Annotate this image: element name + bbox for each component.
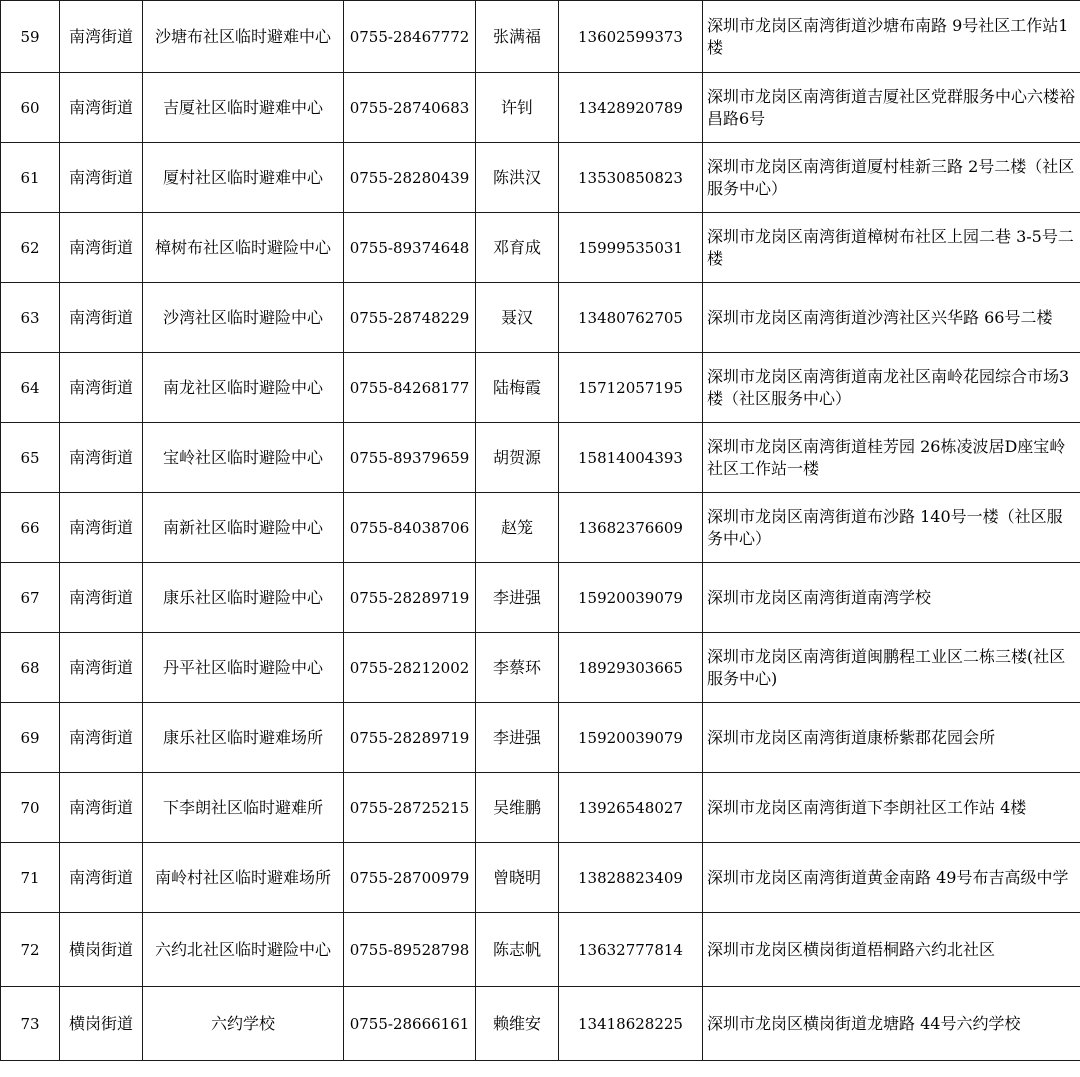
- site-cell: 康乐社区临时避难场所: [143, 703, 344, 773]
- mobile-cell: 15712057195: [559, 353, 703, 423]
- address-cell: 深圳市龙岗区横岗街道龙塘路 44号六约学校: [703, 987, 1080, 1061]
- street-cell: 南湾街道: [60, 1, 143, 73]
- table-row: [1, 773, 1080, 843]
- address-cell: 深圳市龙岗区南湾街道桂芳园 26栋凌波居D座宝岭社区工作站一楼: [703, 423, 1080, 493]
- street-cell: 南湾街道: [60, 703, 143, 773]
- row-number: 61: [1, 143, 60, 213]
- table-row: [1, 703, 1080, 773]
- mobile-cell: 15920039079: [559, 703, 703, 773]
- mobile-cell: 13602599373: [559, 1, 703, 73]
- table-row: [1, 987, 1080, 1061]
- street-cell: 南湾街道: [60, 73, 143, 143]
- site-cell: 宝岭社区临时避险中心: [143, 423, 344, 493]
- tel-cell: 0755-28212002: [344, 633, 476, 703]
- address-cell: 深圳市龙岗区南湾街道南湾学校: [703, 563, 1080, 633]
- contact-cell: 陈志帆: [476, 913, 559, 987]
- table-row: [1, 143, 1080, 213]
- mobile-cell: 15814004393: [559, 423, 703, 493]
- mobile-cell: 15999535031: [559, 213, 703, 283]
- table-row: [1, 213, 1080, 283]
- contact-cell: 李进强: [476, 563, 559, 633]
- address-cell: 深圳市龙岗区南湾街道厦村桂新三路 2号二楼（社区服务中心）: [703, 143, 1080, 213]
- site-cell: 南新社区临时避险中心: [143, 493, 344, 563]
- mobile-cell: 13530850823: [559, 143, 703, 213]
- row-number: 65: [1, 423, 60, 493]
- tel-cell: 0755-84038706: [344, 493, 476, 563]
- tel-cell: 0755-84268177: [344, 353, 476, 423]
- contact-cell: 陈洪汉: [476, 143, 559, 213]
- site-cell: 康乐社区临时避险中心: [143, 563, 344, 633]
- site-cell: 丹平社区临时避险中心: [143, 633, 344, 703]
- street-cell: 横岗街道: [60, 987, 143, 1061]
- contact-cell: 聂汉: [476, 283, 559, 353]
- tel-cell: 0755-89528798: [344, 913, 476, 987]
- site-cell: 六约学校: [143, 987, 344, 1061]
- tel-cell: 0755-28725215: [344, 773, 476, 843]
- contact-cell: 李进强: [476, 703, 559, 773]
- contact-cell: 许钊: [476, 73, 559, 143]
- street-cell: 南湾街道: [60, 423, 143, 493]
- row-number: 71: [1, 843, 60, 913]
- mobile-cell: 13632777814: [559, 913, 703, 987]
- contact-cell: 吴维鹏: [476, 773, 559, 843]
- table-row: [1, 843, 1080, 913]
- row-number: 68: [1, 633, 60, 703]
- site-cell: 下李朗社区临时避难所: [143, 773, 344, 843]
- site-cell: 厦村社区临时避难中心: [143, 143, 344, 213]
- site-cell: 南岭村社区临时避难场所: [143, 843, 344, 913]
- contact-cell: 赖维安: [476, 987, 559, 1061]
- street-cell: 南湾街道: [60, 843, 143, 913]
- mobile-cell: 13418628225: [559, 987, 703, 1061]
- contact-cell: 曾晓明: [476, 843, 559, 913]
- mobile-cell: 18929303665: [559, 633, 703, 703]
- row-number: 59: [1, 1, 60, 73]
- table-row: [1, 633, 1080, 703]
- street-cell: 南湾街道: [60, 633, 143, 703]
- site-cell: 樟树布社区临时避险中心: [143, 213, 344, 283]
- address-cell: 深圳市龙岗区南湾街道吉厦社区党群服务中心六楼裕昌路6号: [703, 73, 1080, 143]
- address-cell: 深圳市龙岗区南湾街道沙湾社区兴华路 66号二楼: [703, 283, 1080, 353]
- address-cell: 深圳市龙岗区横岗街道梧桐路六约北社区: [703, 913, 1080, 987]
- address-cell: 深圳市龙岗区南湾街道樟树布社区上园二巷 3-5号二楼: [703, 213, 1080, 283]
- mobile-cell: 15920039079: [559, 563, 703, 633]
- row-number: 62: [1, 213, 60, 283]
- mobile-cell: 13428920789: [559, 73, 703, 143]
- row-number: 64: [1, 353, 60, 423]
- table-row: [1, 1, 1080, 73]
- mobile-cell: 13926548027: [559, 773, 703, 843]
- mobile-cell: 13828823409: [559, 843, 703, 913]
- street-cell: 南湾街道: [60, 283, 143, 353]
- row-number: 72: [1, 913, 60, 987]
- address-cell: 深圳市龙岗区南湾街道南龙社区南岭花园综合市场3楼（社区服务中心）: [703, 353, 1080, 423]
- address-cell: 深圳市龙岗区南湾街道闽鹏程工业区二栋三楼(社区服务中心): [703, 633, 1080, 703]
- tel-cell: 0755-28740683: [344, 73, 476, 143]
- row-number: 60: [1, 73, 60, 143]
- table-row: [1, 73, 1080, 143]
- table-row: [1, 913, 1080, 987]
- tel-cell: 0755-28289719: [344, 563, 476, 633]
- street-cell: 南湾街道: [60, 773, 143, 843]
- address-cell: 深圳市龙岗区南湾街道沙塘布南路 9号社区工作站1楼: [703, 1, 1080, 73]
- tel-cell: 0755-28666161: [344, 987, 476, 1061]
- tel-cell: 0755-28700979: [344, 843, 476, 913]
- address-cell: 深圳市龙岗区南湾街道黄金南路 49号布吉高级中学: [703, 843, 1080, 913]
- street-cell: 南湾街道: [60, 563, 143, 633]
- tel-cell: 0755-89379659: [344, 423, 476, 493]
- contact-cell: 邓育成: [476, 213, 559, 283]
- table-row: [1, 353, 1080, 423]
- street-cell: 横岗街道: [60, 913, 143, 987]
- table-row: [1, 493, 1080, 563]
- contact-cell: 李蔡环: [476, 633, 559, 703]
- table-row: [1, 423, 1080, 493]
- tel-cell: 0755-28467772: [344, 1, 476, 73]
- address-cell: 深圳市龙岗区南湾街道下李朗社区工作站 4楼: [703, 773, 1080, 843]
- site-cell: 沙湾社区临时避险中心: [143, 283, 344, 353]
- contact-cell: 赵笼: [476, 493, 559, 563]
- tel-cell: 0755-28289719: [344, 703, 476, 773]
- street-cell: 南湾街道: [60, 143, 143, 213]
- row-number: 63: [1, 283, 60, 353]
- contact-cell: 张满福: [476, 1, 559, 73]
- mobile-cell: 13480762705: [559, 283, 703, 353]
- site-cell: 南龙社区临时避险中心: [143, 353, 344, 423]
- row-number: 73: [1, 987, 60, 1061]
- street-cell: 南湾街道: [60, 493, 143, 563]
- site-cell: 沙塘布社区临时避难中心: [143, 1, 344, 73]
- table-body: [1, 1, 1080, 1061]
- row-number: 66: [1, 493, 60, 563]
- row-number: 70: [1, 773, 60, 843]
- row-number: 69: [1, 703, 60, 773]
- address-cell: 深圳市龙岗区南湾街道布沙路 140号一楼（社区服务中心）: [703, 493, 1080, 563]
- row-number: 67: [1, 563, 60, 633]
- contact-cell: 胡贺源: [476, 423, 559, 493]
- street-cell: 南湾街道: [60, 353, 143, 423]
- street-cell: 南湾街道: [60, 213, 143, 283]
- tel-cell: 0755-28280439: [344, 143, 476, 213]
- site-cell: 吉厦社区临时避难中心: [143, 73, 344, 143]
- site-cell: 六约北社区临时避险中心: [143, 913, 344, 987]
- tel-cell: 0755-89374648: [344, 213, 476, 283]
- table-row: [1, 563, 1080, 633]
- contact-cell: 陆梅霞: [476, 353, 559, 423]
- mobile-cell: 13682376609: [559, 493, 703, 563]
- table-row: [1, 283, 1080, 353]
- tel-cell: 0755-28748229: [344, 283, 476, 353]
- address-cell: 深圳市龙岗区南湾街道康桥紫郡花园会所: [703, 703, 1080, 773]
